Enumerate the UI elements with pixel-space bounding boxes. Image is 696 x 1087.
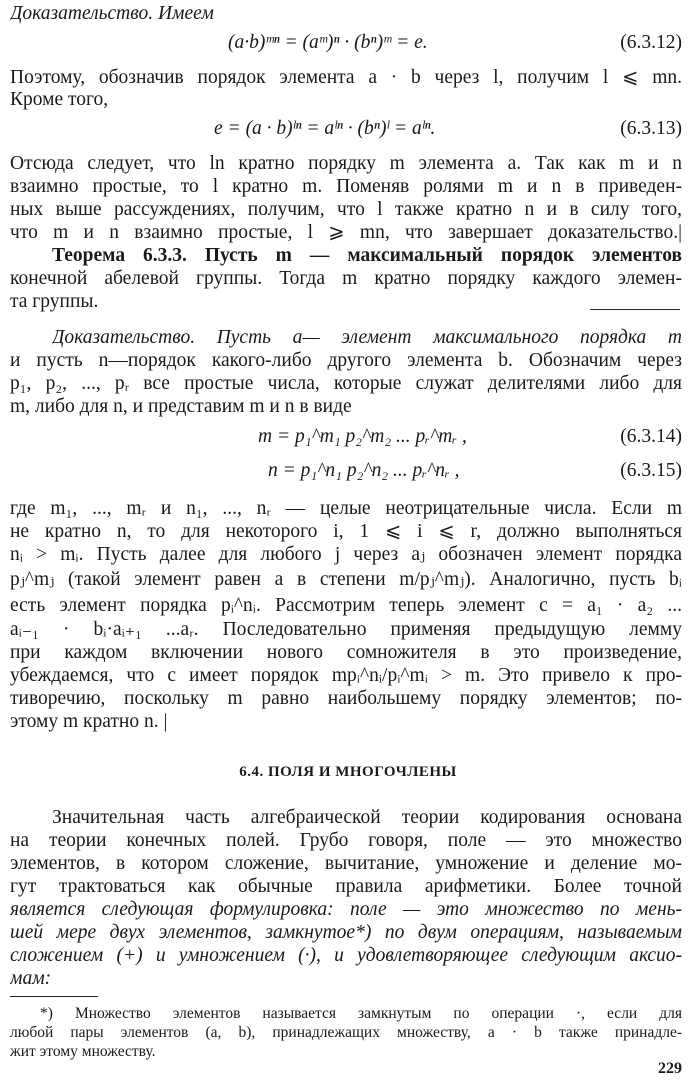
text-line: pⱼ^mⱼ (такой элемент равен a в степени m/pⱼ^mⱼ). Аналогично, пусть bᵢ xyxy=(10,569,682,590)
footnote-rule xyxy=(10,996,98,997)
text-line: тиворечию, поскольку m равно наибольшему порядку элементов; по- xyxy=(10,688,682,709)
text-line: на теории конечных полей. Грубо говоря, поле — это множество xyxy=(10,830,682,851)
text-line: что m и n взаимно простые, l ⩾ mn, что завершает доказательство.| xyxy=(10,222,682,243)
text-line: Отсюда следует, что ln кратно порядку m элемента a. Так как m и n xyxy=(10,153,682,174)
equation-6-3-13: e = (a · b)ˡⁿ = aˡⁿ · (bⁿ)ˡ = aˡⁿ. xyxy=(214,118,436,139)
text-line: где m₁, ..., mᵣ и n₁, ..., nᵣ — целые неотрицательные числа. Если m xyxy=(10,498,682,519)
equation-number: (6.3.14) xyxy=(620,426,682,447)
equation-6-3-14: m = p₁^m₁ p₂^m₂ ... pᵣ^mᵣ , xyxy=(258,426,467,447)
text-line: этому m кратно n. | xyxy=(10,711,168,732)
proof-label-2: Доказательство. Пусть a— элемент максимального порядка m xyxy=(52,327,682,348)
text-line: Поэтому, обозначив порядок элемента a · b через l, получим l ⩽ mn. xyxy=(10,67,682,88)
section-heading: 6.4. ПОЛЯ И МНОГОЧЛЕНЫ xyxy=(239,764,457,780)
footnote-line: жит этому множеству. xyxy=(10,1043,156,1060)
equation-6-3-12: (a·b)ᵐⁿ = (aᵐ)ⁿ · (bⁿ)ᵐ = e. xyxy=(228,32,428,53)
equation-number: (6.3.13) xyxy=(620,118,682,139)
text-line: и пусть n—порядок какого-либо другого элемента b. Обозначим через xyxy=(10,350,682,371)
text-line: сложением (+) и умножением (·), и удовлетворяющее следующим аксио- xyxy=(10,945,682,966)
text-line: шей мере двух элементов, замкнутое*) по двум операциям, называемым xyxy=(10,922,682,943)
equation-6-3-15: n = p₁^n₁ p₂^n₂ ... pᵣ^nᵣ , xyxy=(268,460,460,481)
text-line: конечной абелевой группы. Тогда m кратно порядку каждого элемен- xyxy=(10,268,682,289)
text-line: nᵢ > mᵢ. Пусть далее для любого j через aⱼ обозначен элемент порядка xyxy=(10,544,682,565)
text-line: m, либо для n, и представим m и n в виде xyxy=(10,396,352,417)
text-line: мам: xyxy=(10,968,52,989)
separator-rule xyxy=(590,309,680,310)
text-line: aᵢ₋₁ · bᵢ·aᵢ₊₁ ...aᵣ. Последовательно применяя предыдущую лемму xyxy=(10,619,682,640)
equation-number: (6.3.15) xyxy=(620,460,682,481)
text-line: Кроме того, xyxy=(10,89,109,110)
text-line: p₁, p₂, ..., pᵣ все простые числа, которые служат делителями либо для xyxy=(10,373,682,394)
text-line: ных выше рассуждениях, получим, что l также кратно n и в силу того, xyxy=(10,199,682,220)
page-number: 229 xyxy=(658,1060,682,1077)
footnote-line: *) Множество элементов называется замкнутым по операции ·, если для xyxy=(40,1005,682,1022)
text-line: при каждом включении нового сомножителя в это произведение, xyxy=(10,642,682,663)
text-line: та группы. xyxy=(10,291,99,312)
theorem-6-3-3: Теорема 6.3.3. Пусть m — максимальный порядок элементов xyxy=(52,245,682,266)
text-line: элементов, в котором сложение, вычитание, умножение и деление мо- xyxy=(10,853,682,874)
proof-label-1: Доказательство. Имеем xyxy=(10,3,214,24)
text-line: Значительная часть алгебраической теории кодирования основана xyxy=(52,807,682,828)
text-line: является следующая формулировка: поле — это множество по мень- xyxy=(10,899,682,920)
equation-number: (6.3.12) xyxy=(620,32,682,53)
footnote-line: любой пары элементов (a, b), принадлежащих множеству, a · b также принадле- xyxy=(10,1024,682,1041)
text-line: гут трактоваться как обычные правила арифметики. Более точной xyxy=(10,876,682,897)
text-line: не кратно n, то для некоторого i, 1 ⩽ i ⩽ r, должно выполняться xyxy=(10,521,682,542)
text-line: есть элемент порядка pᵢ^nᵢ. Рассмотрим теперь элемент c = a₁ · a₂ ... xyxy=(10,595,682,616)
text-line: убеждаемся, что c имеет порядок mpᵢ^nᵢ/pᵢ^mᵢ > m. Это привело к про- xyxy=(10,665,682,686)
text-line: взаимно простые, то l кратно m. Поменяв ролями m и n в приведен- xyxy=(10,176,682,197)
